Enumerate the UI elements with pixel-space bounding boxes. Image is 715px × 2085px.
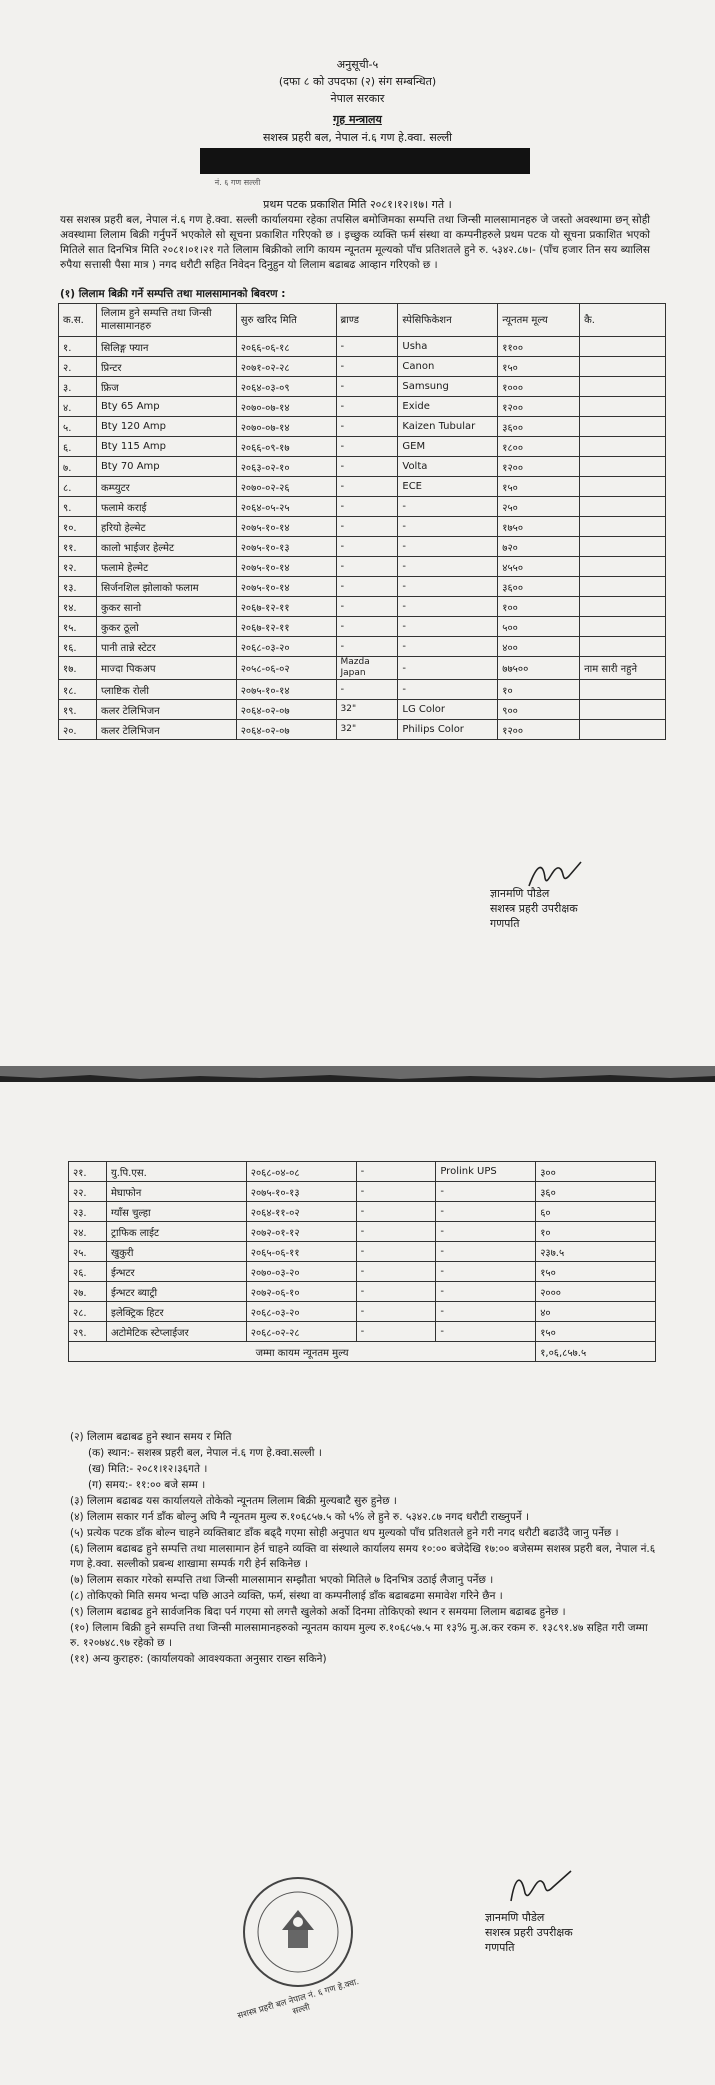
table-row	[59, 577, 666, 597]
table-cell: २०७५-१०-१४	[236, 577, 336, 597]
table-cell: ४००	[498, 637, 580, 657]
signatory-role-2: गणपति	[485, 1941, 515, 1954]
table-cell: LG Color	[398, 700, 498, 720]
table-cell: २०७५-१०-१४	[236, 680, 336, 700]
condition-item: (९) लिलाम बढाबढ हुने सार्वजनिक बिदा पर्न गएमा सो लगत्तै खुलेको अर्को दिनमा तोकिएको स्थान र समयमा लिलाम बढाबढ हुनेछ ।	[70, 1606, 566, 1618]
table-cell: २०५८-०६-०२	[236, 657, 336, 680]
table-cell: Volta	[398, 457, 498, 477]
table-cell: २०७२-०६-१०	[246, 1282, 356, 1302]
intro-paragraph: यस सशस्त्र प्रहरी बल, नेपाल नं.६ गण हे.क्वा. सल्ली कार्यालयमा रहेका तपसिल बमोजिमका सम्पत्ति तथा जिन्सी मालसामानहरु जे जस्तो अवस्थामा छन् सोही अवस्थामा लिलाम बिक्री गर्नुपर्ने भएकोले सो सूचना प्रकाशित गरिएको छ । इच्छुक व्यक्ति फर्म संस्था वा कम्पनीहरुले प्रथम पटक यो सूचना प्रकाशित भएको मितिले सात दिनभित्र मिति २०८१।०१।२१ गते लिलाम बिक्रीको लागि कायम न्यूनतम मूल्यको पाँच प्रतिशतले हुने रु. ५३४२.८७।- (पाँच हजार तिन सय ब्यालिस रुपैया सत्तासी पैसा मात्र ) नगद धरौटी सहित निवेदन दिनुहुन यो लिलाम बढाबढ आव्हान गरिएको छ ।	[60, 214, 650, 271]
table-cell: २०७५-१०-१३	[236, 537, 336, 557]
signatory-block	[490, 886, 578, 931]
table-cell: Prolink UPS	[436, 1162, 536, 1182]
table-cell: कम्प्युटर	[96, 477, 236, 497]
table-row	[59, 557, 666, 577]
asset-table-continued	[68, 1161, 656, 1362]
conditions-list	[70, 1430, 660, 1668]
table-cell: ECE	[398, 477, 498, 497]
table-cell: २०६५-०६-११	[246, 1242, 356, 1262]
table-cell: ६.	[59, 437, 97, 457]
table-cell: -	[336, 557, 398, 577]
table-cell: नाम सारी नहुने	[580, 657, 666, 680]
table-cell: २०७५-१०-१४	[236, 517, 336, 537]
table-row	[69, 1202, 656, 1222]
table-cell: -	[336, 680, 398, 700]
table-cell: -	[398, 557, 498, 577]
table-cell: -	[336, 637, 398, 657]
table-cell: २०६६-०९-१७	[236, 437, 336, 457]
table-header-row	[59, 304, 666, 337]
table-row	[59, 397, 666, 417]
table-cell: १०००	[498, 377, 580, 397]
table-cell: ५.	[59, 417, 97, 437]
table-cell: Samsung	[398, 377, 498, 397]
table-cell: -	[398, 517, 498, 537]
table-cell: प्लाष्टिक रोली	[96, 680, 236, 700]
condition-item: (क) स्थान:- सशस्त्र प्रहरी बल, नेपाल नं.६ गण हे.क्वा.सल्ली ।	[88, 1447, 322, 1459]
table-cell: -	[356, 1242, 436, 1262]
table-row	[59, 680, 666, 700]
office-seal-icon	[238, 1872, 358, 1992]
signatory-title: सशस्त्र प्रहरी उपरीक्षक	[490, 902, 578, 915]
asset-table	[58, 303, 666, 740]
table-cell: १०.	[59, 517, 97, 537]
condition-item: (३) लिलाम बढाबढ यस कार्यालयले तोकेको न्यूनतम लिलाम बिक्री मुल्यबाटै सुरु हुनेछ ।	[70, 1495, 397, 1507]
condition-item: (२) लिलाम बढाबढ हुने स्थान समय र मिति	[70, 1431, 232, 1443]
table-cell: ३६०	[536, 1182, 656, 1202]
schedule-label: अनुसूची-५	[336, 58, 379, 71]
table-cell: सिर्जनशिल झोलाको फलाम	[96, 577, 236, 597]
table-cell: ३६००	[498, 577, 580, 597]
table-row	[59, 537, 666, 557]
table-row	[69, 1162, 656, 1182]
table-cell: ७२०	[498, 537, 580, 557]
table-cell: -	[336, 577, 398, 597]
table-cell: -	[436, 1182, 536, 1202]
table-cell: Exide	[398, 397, 498, 417]
table-cell: २७.	[69, 1282, 107, 1302]
table-cell: २०६८-०२-२८	[246, 1322, 356, 1342]
table-cell: Usha	[398, 337, 498, 357]
table-cell: ७.	[59, 457, 97, 477]
table-cell: -	[336, 497, 398, 517]
table-cell: ४५५०	[498, 557, 580, 577]
table-cell: ४०	[536, 1302, 656, 1322]
asset-table-continued-body	[69, 1162, 656, 1342]
table-cell: २०७५-१०-१४	[236, 557, 336, 577]
table-row	[69, 1242, 656, 1262]
table-cell: -	[398, 577, 498, 597]
table-row	[59, 417, 666, 437]
table-cell: -	[336, 477, 398, 497]
table-cell: माज्दा पिकअप	[96, 657, 236, 680]
table-cell: ११.	[59, 537, 97, 557]
table-cell: Bty 70 Amp	[96, 457, 236, 477]
condition-item: (ख) मिति:- २०८१।१२।३६गते ।	[88, 1463, 208, 1475]
table-cell	[580, 557, 666, 577]
table-row	[59, 597, 666, 617]
table-cell: २.	[59, 357, 97, 377]
table-cell	[580, 597, 666, 617]
table-row	[69, 1302, 656, 1322]
table-cell: ४.	[59, 397, 97, 417]
condition-item: (७) लिलाम सकार गरेको सम्पत्ति तथा जिन्सी मालसामान सम्झौता भएको मितिले ७ दिनभित्र उठाई लैजानु पर्नेछ ।	[70, 1574, 494, 1586]
table-row	[59, 657, 666, 680]
table-cell: ३.	[59, 377, 97, 397]
table-cell: यु.पि.एस.	[106, 1162, 246, 1182]
table-cell	[580, 680, 666, 700]
table-cell: कालो भाईजर हेल्मेट	[96, 537, 236, 557]
header-brand: ब्राण्ड	[336, 304, 398, 337]
table-cell: ८.	[59, 477, 97, 497]
table-cell: ईन्भटर ब्याट्री	[106, 1282, 246, 1302]
asset-table-body	[59, 337, 666, 740]
table-cell	[580, 457, 666, 477]
table-cell: २५.	[69, 1242, 107, 1262]
table-cell: १२००	[498, 720, 580, 740]
table-cell: -	[336, 517, 398, 537]
table-cell	[580, 637, 666, 657]
table-cell: २८.	[69, 1302, 107, 1322]
table-cell: २२.	[69, 1182, 107, 1202]
table-cell: १६.	[59, 637, 97, 657]
table-cell: -	[436, 1282, 536, 1302]
table-cell: -	[356, 1162, 436, 1182]
table-cell: २०६४-०२-०७	[236, 700, 336, 720]
table-cell: १७.	[59, 657, 97, 680]
table-cell: १८००	[498, 437, 580, 457]
table-cell: कुकर ठूलो	[96, 617, 236, 637]
table-cell: -	[398, 497, 498, 517]
table-row	[69, 1182, 656, 1202]
table-cell	[580, 377, 666, 397]
table-cell: पानी तान्ने स्टेटर	[96, 637, 236, 657]
table-row	[59, 357, 666, 377]
table-cell: -	[398, 537, 498, 557]
table-cell: २०७१-०२-२८	[236, 357, 336, 377]
table-cell: २१.	[69, 1162, 107, 1182]
table-cell: १०	[536, 1222, 656, 1242]
table-cell: GEM	[398, 437, 498, 457]
office-stamp-text: नं. ६ गण सल्ली	[214, 178, 261, 187]
table-cell: -	[356, 1182, 436, 1202]
table-cell	[580, 537, 666, 557]
table-row	[59, 477, 666, 497]
table-cell: २०००	[536, 1282, 656, 1302]
table-cell: ९००	[498, 700, 580, 720]
table-cell: -	[336, 357, 398, 377]
table-cell: ५००	[498, 617, 580, 637]
government-name: नेपाल सरकार	[330, 92, 385, 105]
table-row	[69, 1222, 656, 1242]
table-cell: १८.	[59, 680, 97, 700]
table-cell: -	[336, 337, 398, 357]
table-cell: -	[336, 377, 398, 397]
table-cell: -	[436, 1322, 536, 1342]
table-cell: २०७०-०७-१४	[236, 397, 336, 417]
header-remarks: कै.	[580, 304, 666, 337]
table-cell	[580, 517, 666, 537]
table-cell: -	[436, 1202, 536, 1222]
table-cell: ग्याँस चुल्हा	[106, 1202, 246, 1222]
ministry-name: गृह मन्त्रालय	[333, 113, 382, 126]
table-cell: -	[436, 1262, 536, 1282]
total-value: १,०६,८५७.५	[536, 1342, 656, 1362]
table-cell: Mazda Japan	[336, 657, 398, 680]
table-cell: २५०	[498, 497, 580, 517]
section-title: (१) लिलाम बिक्री गर्ने सम्पत्ति तथा मालसामानको बिवरण :	[60, 288, 286, 300]
table-cell: Bty 65 Amp	[96, 397, 236, 417]
table-row	[59, 497, 666, 517]
table-cell: 32"	[336, 700, 398, 720]
table-cell	[580, 497, 666, 517]
table-cell: २०६८-०३-२०	[236, 637, 336, 657]
table-cell: १५०	[498, 357, 580, 377]
table-row	[59, 700, 666, 720]
seal-text: सशस्त्र प्रहरी बल नेपाल नं. ६ गण हे.क्वा. सल्ली	[236, 1977, 361, 2022]
table-cell: -	[356, 1302, 436, 1322]
table-cell: २०६४-११-०२	[246, 1202, 356, 1222]
signatory-name-2: ज्ञानमणि पौडेल	[485, 1911, 545, 1924]
table-cell	[580, 397, 666, 417]
table-cell: -	[356, 1202, 436, 1222]
table-cell: २०७०-०३-२०	[246, 1262, 356, 1282]
table-cell: अटोमेटिक स्टेप्लाईजर	[106, 1322, 246, 1342]
table-row	[69, 1322, 656, 1342]
header-serial: क.स.	[59, 304, 97, 337]
table-cell	[580, 357, 666, 377]
office-name: सशस्त्र प्रहरी बल, नेपाल नं.६ गण हे.क्वा. सल्ली	[262, 131, 453, 144]
table-cell	[580, 477, 666, 497]
table-cell: ९.	[59, 497, 97, 517]
table-cell: २०६८-०३-२०	[246, 1302, 356, 1322]
table-cell: ३६००	[498, 417, 580, 437]
redacted-bar	[200, 148, 530, 174]
condition-item: (१०) लिलाम बिक्री हुने सम्पत्ति तथा जिन्सी मालसामानहरुको न्यूनतम कायम मुल्य रु.१०६८५७.५ मा १३% मु.अ.कर रकम रु. १३८९१.४७ सहित गरी जम्मा रु. १२०७४८.९७ रहेको छ ।	[70, 1622, 648, 1649]
table-cell: २०७०-०७-१४	[236, 417, 336, 437]
table-cell	[580, 577, 666, 597]
signature-scribble-2	[505, 1867, 575, 1907]
table-cell: १२००	[498, 397, 580, 417]
table-cell: ७७५००	[498, 657, 580, 680]
table-cell: २०६३-०२-१०	[236, 457, 336, 477]
header-item: लिलाम हुने सम्पत्ति तथा जिन्सी मालसामानहरु	[96, 304, 236, 337]
notice-page-2	[0, 1082, 715, 2085]
table-cell: फलामे हेल्मेट	[96, 557, 236, 577]
table-cell: २९.	[69, 1322, 107, 1342]
table-cell: -	[436, 1302, 536, 1322]
condition-item: (८) तोकिएको मिति समय भन्दा पछि आउने व्यक्ति, फर्म, संस्था वा कम्पनीलाई डाँक बढाबढमा समावेश गरिने छैन ।	[70, 1590, 503, 1602]
condition-item: (११) अन्य कुराहरु: (कार्यालयको आवश्यकता अनुसार राख्न सकिने)	[70, 1653, 327, 1665]
table-cell	[580, 337, 666, 357]
table-cell	[580, 720, 666, 740]
table-cell: २०६६-०६-१८	[236, 337, 336, 357]
table-row	[59, 437, 666, 457]
condition-item: (ग) समय:- ११:०० बजे सम्म ।	[88, 1479, 206, 1491]
header-min-price: न्यूनतम मूल्य	[498, 304, 580, 337]
signatory-block-2	[485, 1910, 573, 1955]
table-cell: २४.	[69, 1222, 107, 1242]
table-cell: Bty 115 Amp	[96, 437, 236, 457]
table-cell: कलर टेलिभिजन	[96, 720, 236, 740]
table-cell: -	[336, 457, 398, 477]
table-row	[59, 377, 666, 397]
table-cell: Philips Color	[398, 720, 498, 740]
table-cell: ६०	[536, 1202, 656, 1222]
table-cell: हरियो हेल्मेट	[96, 517, 236, 537]
table-cell: १.	[59, 337, 97, 357]
condition-item: (६) लिलाम बढाबढ हुने सम्पत्ति तथा मालसामान हेर्न चाहने व्यक्ति वा संस्थाले कार्यालय समय १०:०० बजेदेखि १७:०० बजेसम्म सशस्त्र प्रहरी बल, नेपाल नं.६ गण हे.क्वा. सल्लीको प्रबन्ध शाखामा सम्पर्क गरी हेर्न सकिनेछ ।	[70, 1543, 656, 1570]
table-cell: 32"	[336, 720, 398, 740]
table-cell: सिलिङ्ग फ्यान	[96, 337, 236, 357]
table-cell: १५.	[59, 617, 97, 637]
table-row	[59, 637, 666, 657]
table-row	[59, 720, 666, 740]
signatory-role: गणपति	[490, 917, 520, 930]
table-cell: १५०	[536, 1262, 656, 1282]
table-cell: -	[336, 397, 398, 417]
table-cell: २०६८-०४-०८	[246, 1162, 356, 1182]
table-cell	[580, 437, 666, 457]
table-cell: Kaizen Tubular	[398, 417, 498, 437]
table-cell: १४.	[59, 597, 97, 617]
table-cell: २०७५-१०-१३	[246, 1182, 356, 1202]
table-cell: २३७.५	[536, 1242, 656, 1262]
table-cell: -	[356, 1222, 436, 1242]
table-cell: २०६४-०५-२५	[236, 497, 336, 517]
total-row	[69, 1342, 656, 1362]
table-cell: १३.	[59, 577, 97, 597]
table-cell: २०६७-१२-११	[236, 597, 336, 617]
table-cell: प्रिन्टर	[96, 357, 236, 377]
table-cell: -	[436, 1222, 536, 1242]
table-cell: Bty 120 Amp	[96, 417, 236, 437]
publish-date-line: प्रथम पटक प्रकाशित मिति २०८१।१२।१७। गते ।	[263, 198, 452, 211]
table-cell: -	[336, 597, 398, 617]
table-cell: -	[336, 417, 398, 437]
table-row	[69, 1282, 656, 1302]
table-cell: २०६४-०३-०९	[236, 377, 336, 397]
table-cell: खुकुरी	[106, 1242, 246, 1262]
table-cell: -	[436, 1242, 536, 1262]
table-cell: -	[398, 637, 498, 657]
table-cell: १००	[498, 597, 580, 617]
signatory-name: ज्ञानमणि पौडेल	[490, 887, 550, 900]
table-cell: इलेक्ट्रिक हिटर	[106, 1302, 246, 1322]
table-cell: ट्राफिक लाईट	[106, 1222, 246, 1242]
table-cell: -	[336, 537, 398, 557]
table-cell: २०७०-०२-२६	[236, 477, 336, 497]
signatory-title-2: सशस्त्र प्रहरी उपरीक्षक	[485, 1926, 573, 1939]
table-cell: Canon	[398, 357, 498, 377]
table-cell: १९.	[59, 700, 97, 720]
table-cell: -	[398, 680, 498, 700]
table-cell	[580, 617, 666, 637]
table-cell: मेघाफोन	[106, 1182, 246, 1202]
section-reference: (दफा ८ को उपदफा (२) संग सम्बन्धित)	[278, 75, 437, 88]
table-cell: १०	[498, 680, 580, 700]
table-cell	[580, 417, 666, 437]
table-cell: २३.	[69, 1202, 107, 1222]
table-cell: -	[336, 437, 398, 457]
table-cell: कुकर सानो	[96, 597, 236, 617]
table-cell: -	[336, 617, 398, 637]
table-cell: १२००	[498, 457, 580, 477]
table-cell	[580, 700, 666, 720]
table-row	[59, 517, 666, 537]
table-cell: २०६७-१२-११	[236, 617, 336, 637]
table-cell: २०७२-०१-१२	[246, 1222, 356, 1242]
table-cell: -	[398, 597, 498, 617]
condition-item: (५) प्रत्येक पटक डाँक बोल्न चाहने व्यक्तिबाट डाँक बढ्दै गएमा सोही अनुपात थप मुल्यको पाँच प्रतिशतले हुने गरी नगद धरौटी बढाउँदै जानु पर्नेछ ।	[70, 1527, 619, 1539]
header-specification: स्पेसिफिकेशन	[398, 304, 498, 337]
total-label: जम्मा कायम न्यूनतम मुल्य	[69, 1342, 536, 1362]
table-cell: -	[398, 657, 498, 680]
condition-item: (४) लिलाम सकार गर्न डाँक बोल्नु अघि नै न्यूनतम मुल्य रु.१०६८५७.५ को ५% ले हुने रु. ५३४२.८७ नगद धरौटी राख्नुपर्ने ।	[70, 1511, 529, 1523]
table-row	[59, 617, 666, 637]
table-cell: २६.	[69, 1262, 107, 1282]
table-cell: १२.	[59, 557, 97, 577]
table-cell: ३००	[536, 1162, 656, 1182]
table-cell: -	[398, 617, 498, 637]
table-row	[59, 337, 666, 357]
table-cell: ईन्भटर	[106, 1262, 246, 1282]
table-cell: १७५०	[498, 517, 580, 537]
table-cell: १५०	[498, 477, 580, 497]
table-row	[69, 1262, 656, 1282]
table-cell: १५०	[536, 1322, 656, 1342]
table-cell: २०६४-०२-०७	[236, 720, 336, 740]
table-cell: -	[356, 1282, 436, 1302]
table-row	[59, 457, 666, 477]
table-cell: ११००	[498, 337, 580, 357]
table-cell: २०.	[59, 720, 97, 740]
header-purchase-date: सुरु खरिद मिति	[236, 304, 336, 337]
table-cell: फ्रिज	[96, 377, 236, 397]
table-cell: -	[356, 1322, 436, 1342]
table-cell: कलर टेलिभिजन	[96, 700, 236, 720]
table-cell: -	[356, 1262, 436, 1282]
table-cell: फलामे कराई	[96, 497, 236, 517]
